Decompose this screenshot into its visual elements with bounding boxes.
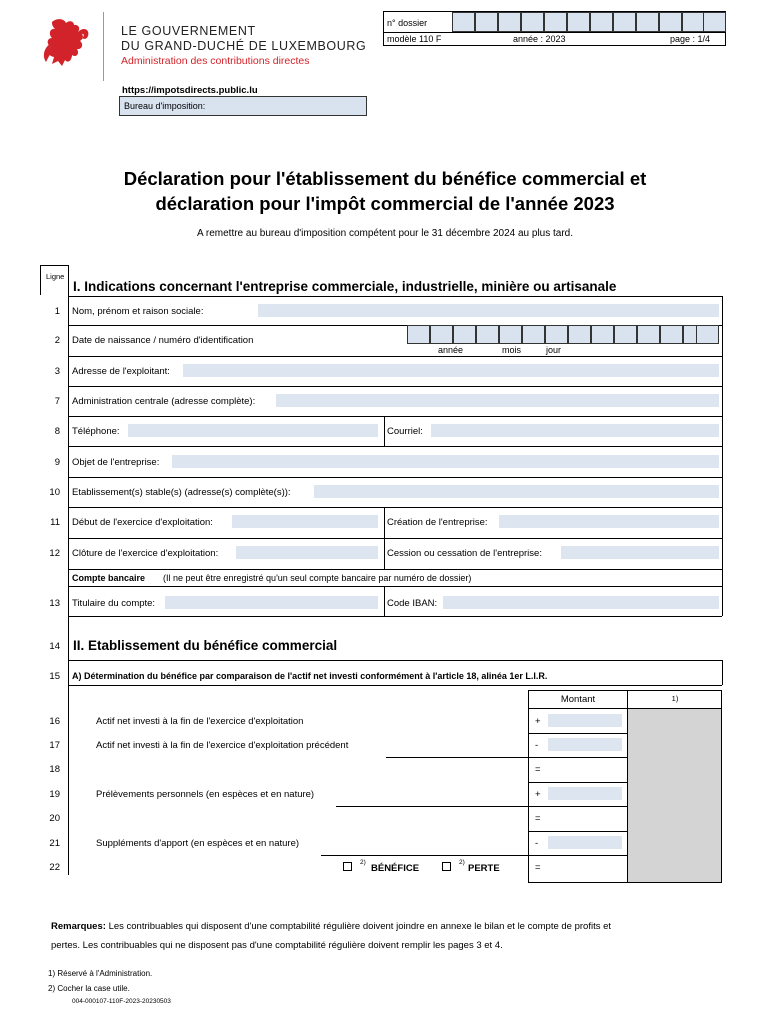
line-number: 1 (54, 306, 60, 317)
email-label: Courriel: (387, 426, 423, 437)
birthdate-cells[interactable] (407, 325, 719, 344)
fiscal-start-label: Début de l'exercice d'exploitation: (72, 517, 213, 528)
section1-right-border (722, 296, 723, 616)
name-field[interactable] (258, 304, 719, 317)
perte-label: PERTE (468, 863, 500, 874)
page-subtitle: A remettre au bureau d'imposition compétent pour le 31 décembre 2024 au plus tard. (196, 228, 574, 239)
ligne-left-border (40, 265, 41, 295)
gov-line2: DU GRAND-DUCHÉ DE LUXEMBOURG (121, 39, 367, 53)
perte-checkbox[interactable] (442, 862, 451, 871)
birthdate-label: Date de naissance / numéro d'identification (72, 335, 254, 346)
gov-line1: LE GOUVERNEMENT (121, 24, 256, 38)
line-number: 13 (49, 598, 60, 609)
bureau-label: Bureau d'imposition: (124, 101, 206, 111)
line-number: 16 (49, 716, 60, 727)
line-number: 18 (49, 764, 60, 775)
remarks (51, 921, 611, 932)
line-number: 2 (54, 335, 60, 346)
admin-column-header: 1) (671, 694, 679, 703)
page-label: page : 1/4 (670, 34, 711, 44)
amount-field-16[interactable] (548, 714, 622, 727)
administration-name: Administration des contributions directes (121, 55, 310, 67)
website-url[interactable]: https://impotsdirects.public.lu (122, 85, 258, 96)
account-holder-field[interactable] (165, 596, 378, 609)
bureau-field[interactable] (119, 96, 367, 116)
establishments-label: Etablissement(s) stable(s) (adresse(s) complète(s)): (72, 487, 291, 498)
bank-account-label: Compte bancaire (72, 573, 146, 583)
row-sign: = (535, 813, 541, 824)
row-sign: - (535, 838, 539, 849)
row-sign: = (535, 862, 541, 873)
government-logo (38, 14, 96, 72)
admin-column-shading (628, 709, 721, 882)
benefice-checkbox[interactable] (343, 862, 352, 871)
page-title-line2: déclaration pour l'impôt commercial de l'année 2023 (155, 193, 615, 214)
remarks-title: Remarques: (51, 921, 106, 932)
form-code: 004-000107-110F-2023-20230503 (72, 998, 171, 1005)
fiscal-start-field[interactable] (232, 515, 378, 528)
benefice-label: BÉNÉFICE (371, 863, 420, 874)
email-field[interactable] (431, 424, 719, 437)
line-number: 15 (49, 671, 60, 682)
line-number: 8 (54, 426, 60, 437)
row-sign: + (535, 716, 541, 727)
purpose-label: Objet de l'entreprise: (72, 457, 160, 468)
central-admin-field[interactable] (276, 394, 719, 407)
creation-label: Création de l'entreprise: (387, 517, 488, 528)
bank-account-note: (Il ne peut être enregistré qu'un seul compte bancaire par numéro de dossier) (163, 573, 472, 583)
row-sign: - (535, 740, 539, 751)
central-admin-label: Administration centrale (adresse complète): (72, 396, 256, 407)
row-label-contributions: Suppléments d'apport (en espèces et en nature) (96, 838, 300, 849)
remarks-text1: Les contribuables qui disposent d'une comptabilité régulière doivent joindre en annexe le bilan et le compte de profits et (108, 921, 612, 932)
footnote-2: 2) Cocher la case utile. (48, 984, 130, 993)
line-number: 9 (54, 457, 60, 468)
iban-label: Code IBAN: (387, 598, 438, 609)
dossier-divider (383, 32, 726, 33)
line-number: 20 (49, 813, 60, 824)
section1-heading-line (68, 296, 722, 297)
dossier-cells[interactable] (452, 12, 726, 32)
row-sign: + (535, 789, 541, 800)
line-number: 14 (49, 641, 60, 652)
line-number: 22 (49, 862, 60, 873)
line-number: 21 (49, 838, 60, 849)
amount-field-21[interactable] (548, 836, 622, 849)
header-divider (103, 12, 104, 81)
section-top-line (40, 265, 68, 266)
section1-heading: I. Indications concernant l'entreprise commerciale, industrielle, minière ou artisanale (73, 279, 617, 294)
month-caption: mois (502, 345, 522, 355)
amount-column-header: Montant (560, 694, 596, 705)
day-caption: jour (546, 345, 562, 355)
cessation-label: Cession ou cessation de l'entreprise: (387, 548, 542, 559)
section2-heading: II. Etablissement du bénéfice commercial (73, 638, 338, 653)
line-number: 17 (49, 740, 60, 751)
row-label-net-assets-end: Actif net investi à la fin de l'exercice d'exploitation (96, 716, 304, 727)
red-lion-icon (38, 14, 96, 72)
address-label: Adresse de l'exploitant: (72, 366, 170, 377)
dossier-label: n° dossier (387, 18, 428, 28)
address-field[interactable] (183, 364, 719, 377)
fiscal-end-label: Clôture de l'exercice d'exploitation: (72, 548, 219, 559)
purpose-field[interactable] (172, 455, 719, 468)
year-label: année : 2023 (513, 34, 566, 44)
model-label: modèle 110 F (387, 34, 442, 44)
line-number: 10 (49, 487, 60, 498)
amount-field-17[interactable] (548, 738, 622, 751)
phone-label: Téléphone: (72, 426, 120, 437)
line-number: 19 (49, 789, 60, 800)
remarks-text2: pertes. Les contribuables qui ne disposent pas d'une comptabilité régulière doivent remplir les pages 3 et 4. (51, 940, 503, 951)
footnote-1: 1) Réservé à l'Administration. (48, 969, 153, 978)
row-sign: = (535, 764, 541, 775)
fiscal-end-field[interactable] (236, 546, 378, 559)
perte-footnote: 2) (459, 859, 465, 866)
page-title-line1: Déclaration pour l'établissement du bénéfice commercial et (123, 168, 647, 189)
line-number: 12 (49, 548, 60, 559)
row-label-net-assets-prev: Actif net investi à la fin de l'exercice d'exploitation précédent (96, 740, 349, 751)
name-label: Nom, prénom et raison sociale: (72, 306, 204, 317)
establishments-field[interactable] (314, 485, 719, 498)
iban-field[interactable] (443, 596, 719, 609)
section2-subheading: A) Détermination du bénéfice par comparaison de l'actif net investi conformément à l'article 18, alinéa 1er L.I.R. (72, 671, 548, 681)
ligne-label: Ligne (46, 272, 65, 281)
amount-field-19[interactable] (548, 787, 622, 800)
account-holder-label: Titulaire du compte: (72, 598, 156, 609)
line-number: 11 (50, 517, 60, 528)
line-number: 3 (54, 366, 60, 377)
benefice-footnote: 2) (360, 859, 366, 866)
creation-field[interactable] (499, 515, 719, 528)
row-label-withdrawals: Prélèvements personnels (en espèces et en nature) (96, 789, 315, 800)
year-caption: année (438, 345, 464, 355)
line-number: 7 (54, 396, 60, 407)
cessation-field[interactable] (561, 546, 719, 559)
phone-field[interactable] (128, 424, 378, 437)
